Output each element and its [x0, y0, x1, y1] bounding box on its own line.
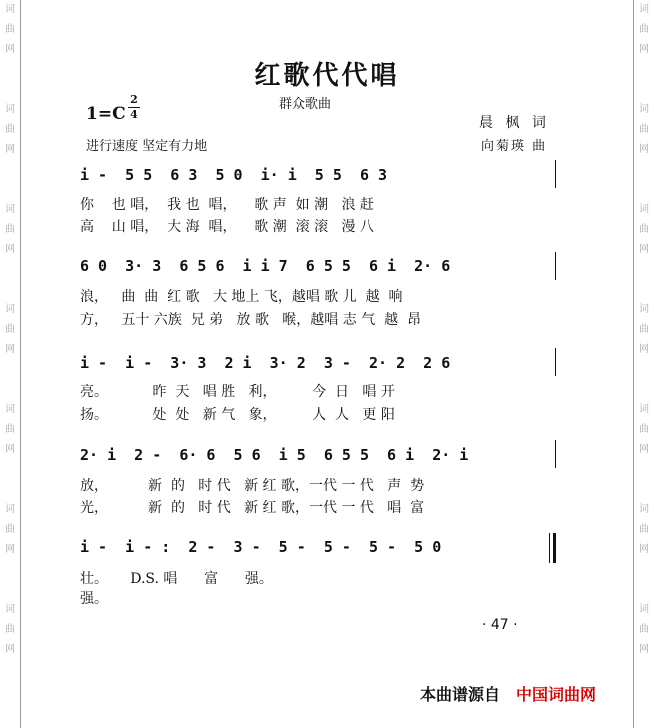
- score-row-2-lyric-2: 方， 五十 六族 兄 弟 放 歌 喉，越唱 志 气 越 昂: [80, 312, 422, 328]
- barline: [555, 160, 556, 188]
- time-top: 2: [130, 93, 138, 106]
- barline: [555, 252, 556, 280]
- barline: [555, 440, 556, 468]
- side-watermark-right: 词 曲 网 词 曲 网 词 曲 网 词 曲 网 词 曲 网 词 曲 网 词 曲 网: [639, 4, 649, 655]
- score-row-2-lyric-1: 浪， 曲 曲 红 歌 大 地上 飞，越唱 歌 儿 越 响: [80, 289, 403, 305]
- song-genre: 群众歌曲: [279, 97, 332, 112]
- score-row-1-lyric-2: 高 山 唱， 大 海 唱， 歌 潮 滚 滚 漫 八: [80, 219, 374, 235]
- barline: [555, 348, 556, 376]
- score-row-3-lyric-1: 亮。 昨 天 唱 胜 利， 今 日 唱 开: [80, 384, 395, 400]
- score-row-5-notes: i - i - : 2 - 3 - 5 - 5 - 5 - 5 0: [80, 538, 442, 556]
- score-row-5-lyric-2: 强。: [80, 591, 108, 607]
- score-row-4-notes: 2· i 2 - 6· 6 5 6 i 5 6 5 5 6 i 2· i: [80, 446, 469, 464]
- tempo-marking: 进行速度 坚定有力地: [86, 139, 208, 154]
- final-barline-thin: [549, 533, 550, 563]
- song-title: 红歌代代唱: [254, 61, 400, 91]
- score-row-1-lyric-1: 你 也 唱， 我 也 唱， 歌 声 如 潮 浪 赶: [80, 197, 374, 213]
- score-row-2-notes: 6 0 3· 3 6 5 6 i i 7 6 5 5 6 i 2· 6: [80, 257, 451, 275]
- source-label: 本曲谱源自: [420, 685, 501, 704]
- time-bottom: 4: [130, 108, 138, 121]
- score-row-1-notes: i - 5 5 6 3 5 0 i· i 5 5 6 3: [80, 166, 388, 184]
- score-row-5-lyric-1: 壮。 D.S. 唱 富 强。: [80, 571, 273, 587]
- source-credit: [420, 682, 596, 705]
- score-row-3-lyric-2: 扬。 处 处 新 气 象， 人 人 更 阳: [80, 407, 395, 423]
- score-row-4-lyric-2: 光， 新 的 时 代 新 红 歌，一代 一 代 唱 富: [80, 500, 425, 516]
- side-watermark-left: 词 曲 网 词 曲 网 词 曲 网 词 曲 网 词 曲 网 词 曲 网 词 曲 网: [5, 4, 15, 655]
- lyricist-credit: 晨 枫 词: [479, 115, 550, 131]
- score-row-3-notes: i - i - 3· 3 2 i 3· 2 3 - 2· 2 2 6: [80, 354, 451, 372]
- page-number: · 47 ·: [482, 617, 518, 633]
- final-barline-thick: [553, 533, 556, 563]
- time-signature: [128, 94, 140, 121]
- source-site-link[interactable]: 中国词曲网: [516, 685, 597, 704]
- composer-credit: 向菊瑛 曲: [481, 139, 548, 154]
- key-signature: 1=C: [86, 104, 126, 124]
- score-row-4-lyric-1: 放， 新 的 时 代 新 红 歌，一代 一 代 声 势: [80, 478, 425, 494]
